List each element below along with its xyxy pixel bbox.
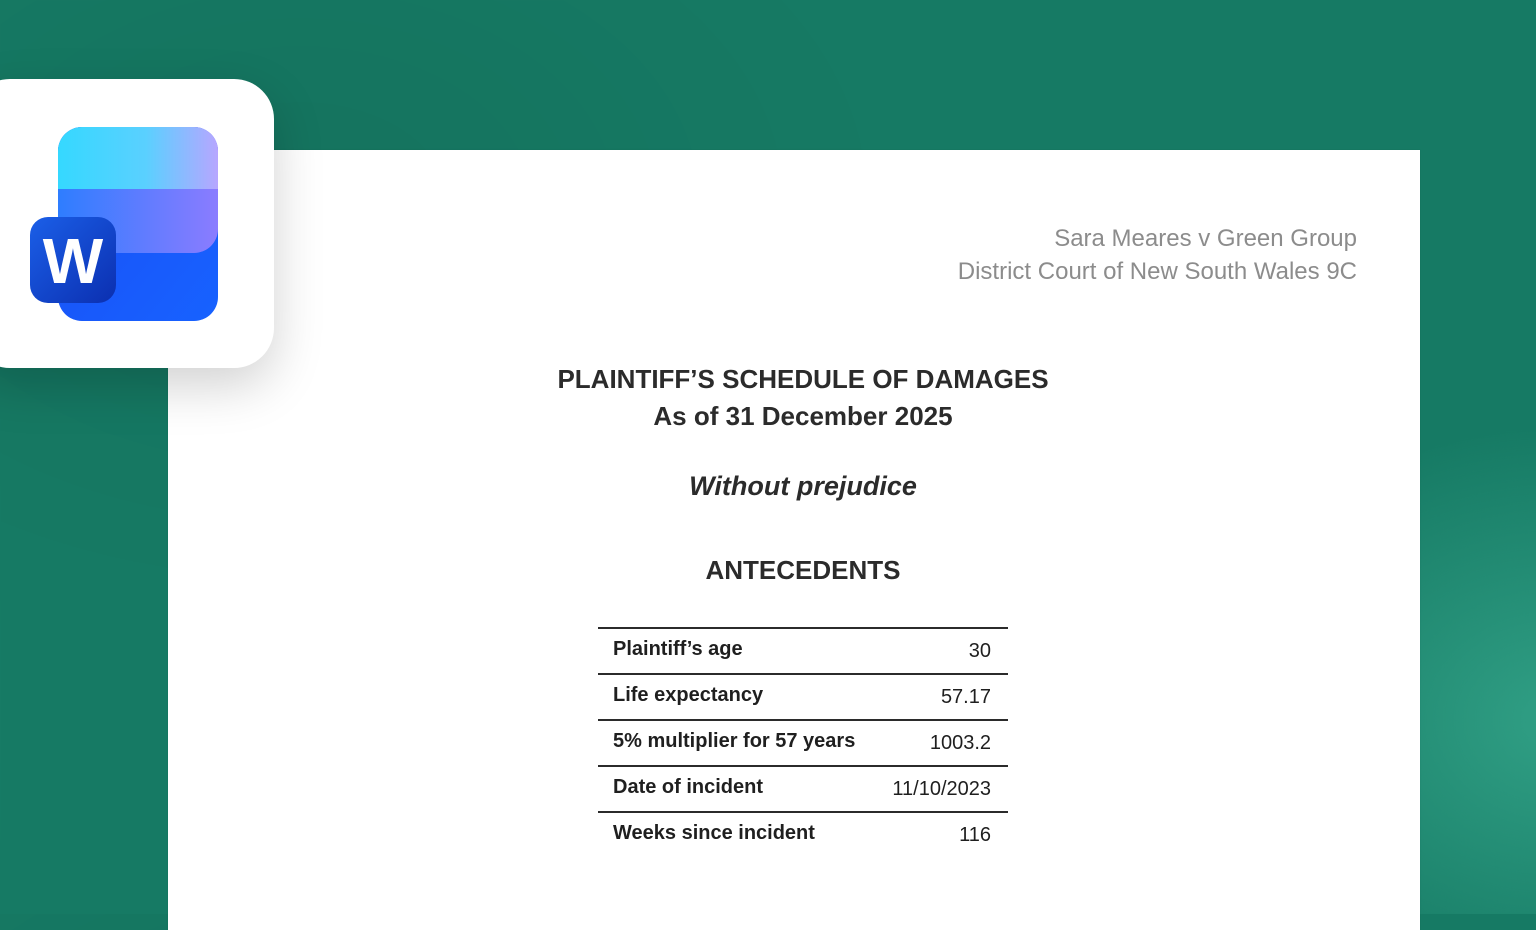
court-name: District Court of New South Wales 9C [957,258,1357,285]
table-row [598,721,1008,767]
row-label: 5% multiplier for 57 years [613,729,856,752]
document-title: PLAINTIFF’S SCHEDULE OF DAMAGES [557,364,1049,394]
row-label: Date of incident [613,775,764,798]
microsoft-word-icon [28,125,218,321]
document-date-line: As of 31 December 2025 [653,401,953,431]
document-title-block [168,361,1438,435]
row-label: Life expectancy [613,683,764,706]
document-page [168,150,1420,930]
case-header [958,222,1357,288]
document-subtitle: Without prejudice [689,471,917,501]
app-icon-tile [0,79,274,368]
table-row [598,767,1008,813]
row-value: 116 [959,823,991,846]
row-label: Weeks since incident [613,821,815,844]
section-heading-antecedents: ANTECEDENTS [705,555,901,585]
antecedents-table [598,627,1008,857]
word-icon-letter: W [42,225,104,297]
row-value: 30 [968,639,991,662]
table-row [598,629,1008,675]
row-value: 11/10/2023 [892,777,991,800]
row-label: Plaintiff’s age [613,637,743,660]
case-name: Sara Meares v Green Group [1054,225,1357,252]
row-value: 1003.2 [929,731,991,754]
table-row [598,675,1008,721]
table-row [598,813,1008,857]
row-value: 57.17 [940,685,991,708]
